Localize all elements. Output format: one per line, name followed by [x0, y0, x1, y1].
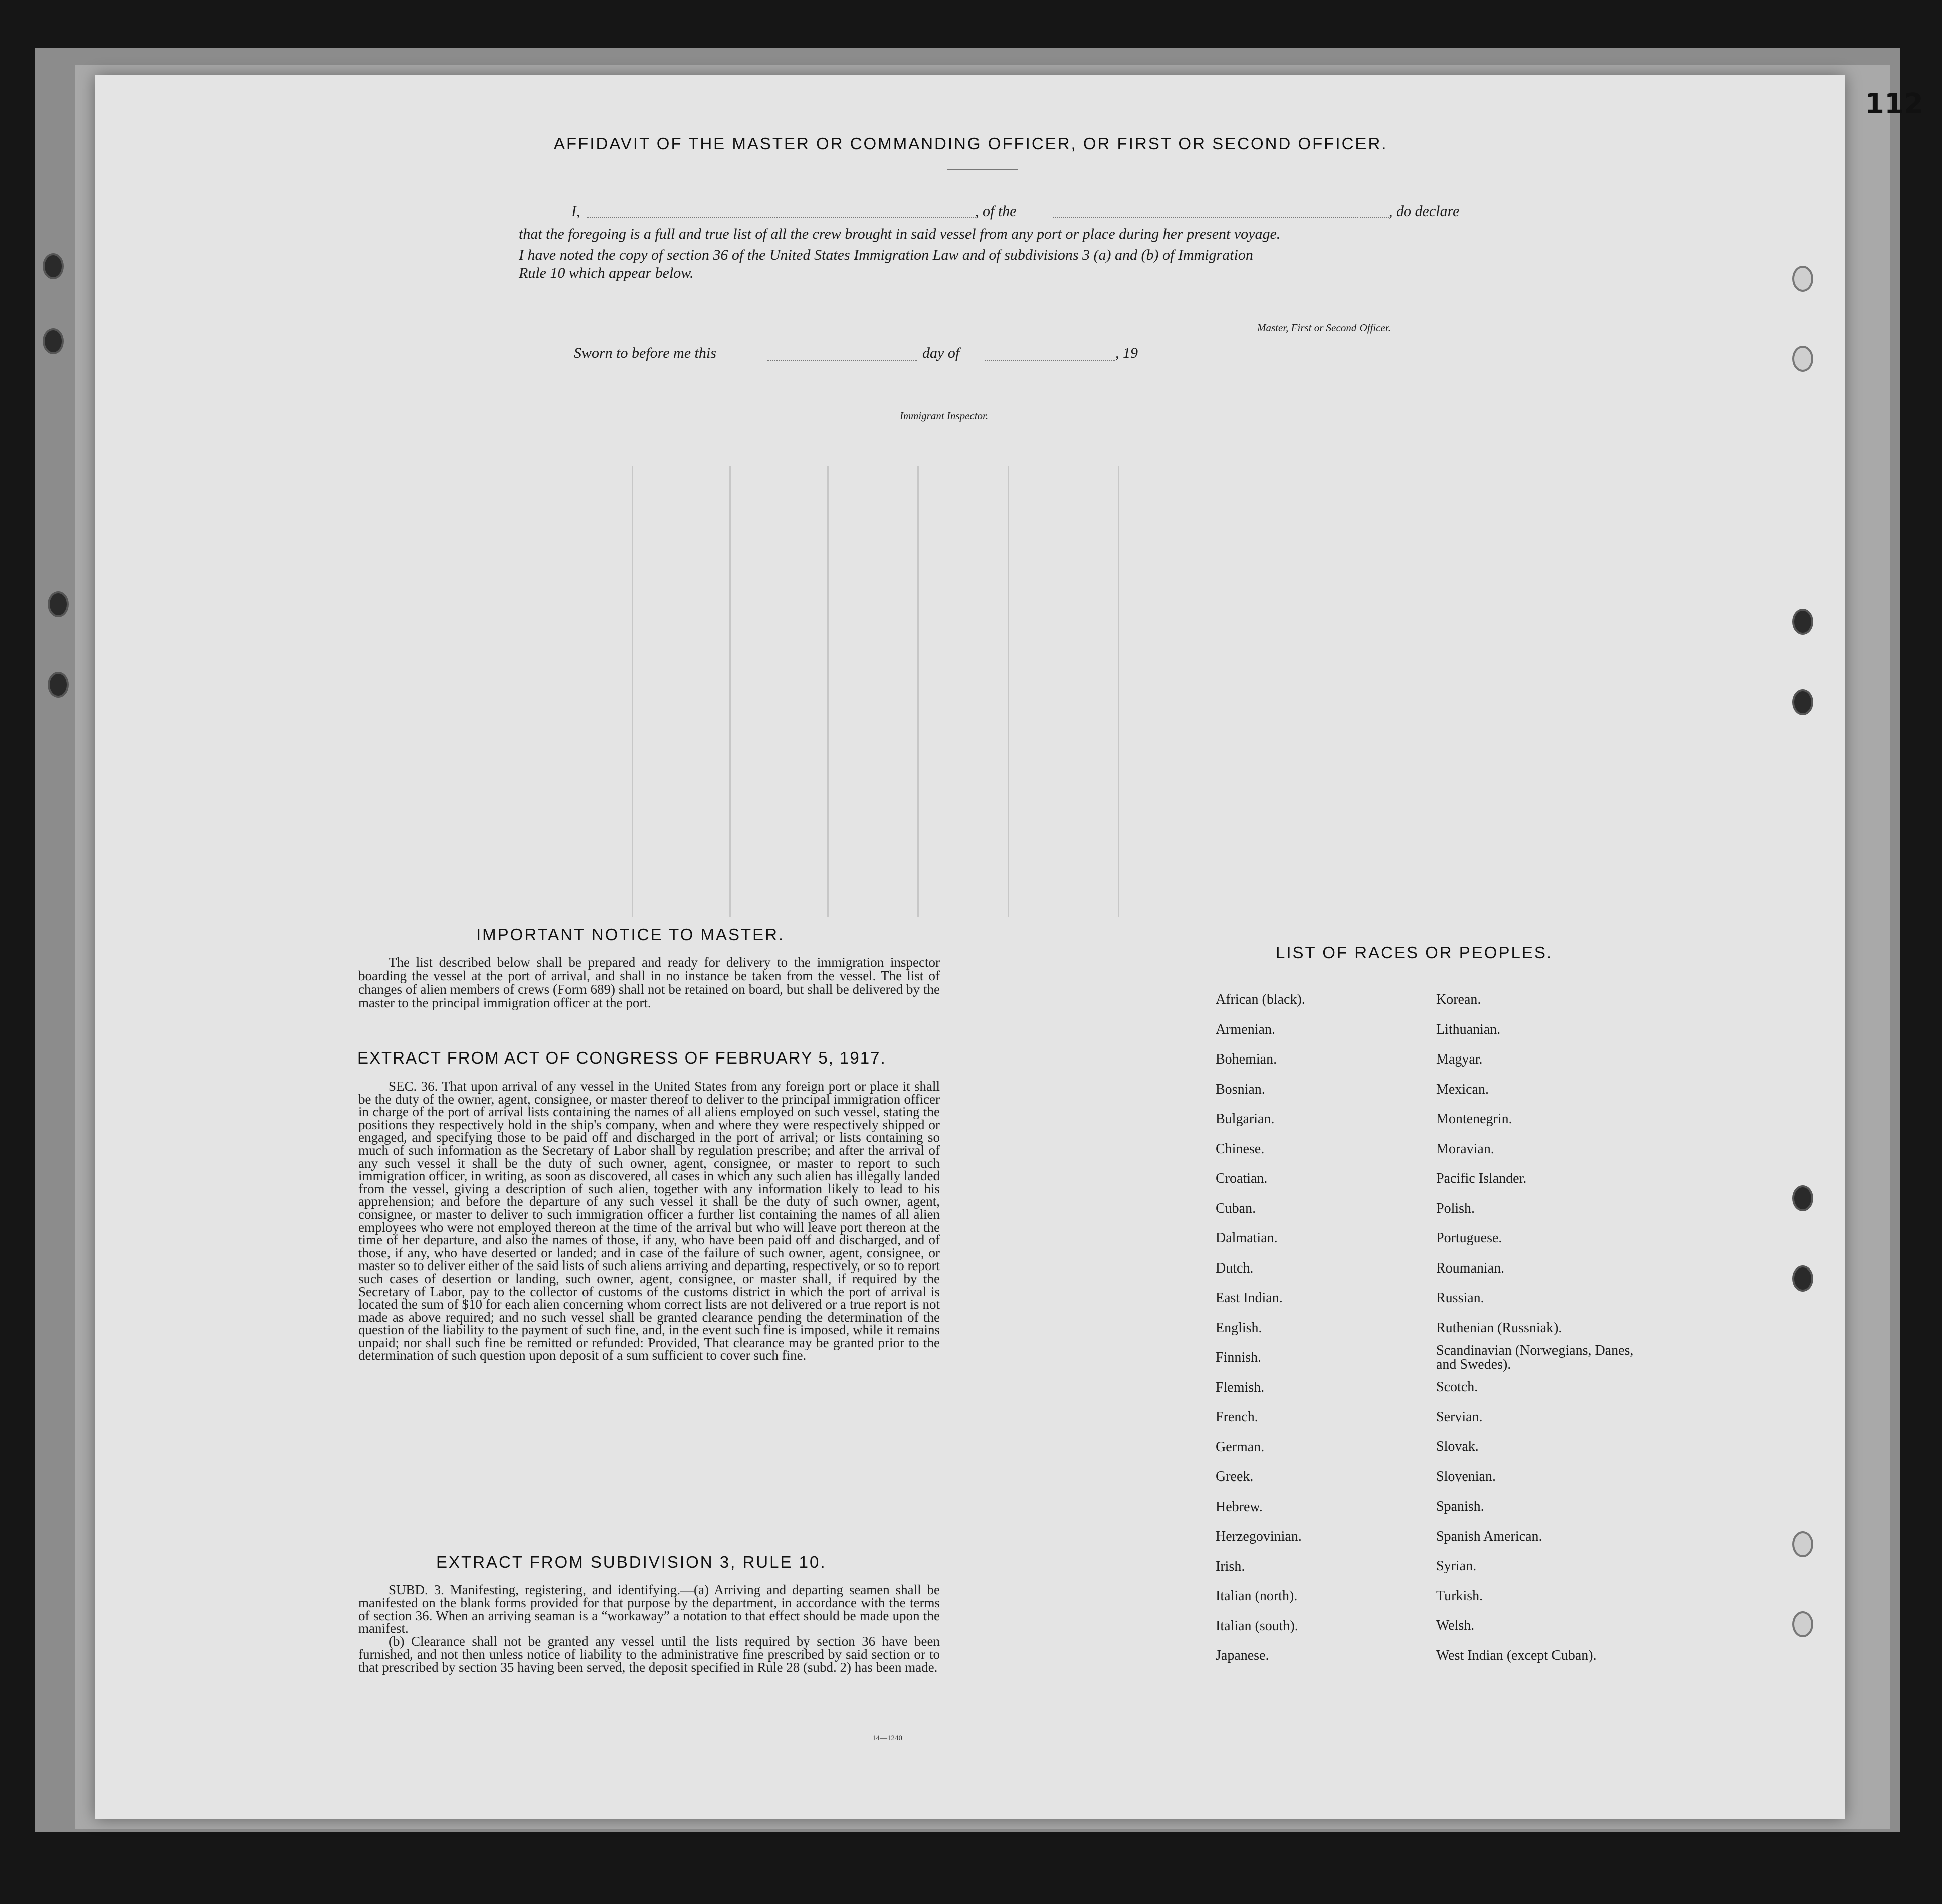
- race-item: Bulgarian.: [1216, 1111, 1275, 1127]
- punch-hole: [1792, 1611, 1813, 1637]
- column-rule: [1008, 466, 1009, 917]
- race-item: Servian.: [1436, 1409, 1483, 1425]
- race-item: African (black).: [1216, 992, 1305, 1007]
- race-item: English.: [1216, 1320, 1262, 1336]
- race-item: Greek.: [1216, 1469, 1254, 1485]
- race-item: Portuguese.: [1436, 1230, 1502, 1246]
- race-item: Turkish.: [1436, 1588, 1483, 1604]
- affidavit-line1-end: , do declare: [1389, 203, 1460, 220]
- extract-rule-title: EXTRACT FROM SUBDIVISION 3, RULE 10.: [436, 1553, 827, 1571]
- race-item: Bosnian.: [1216, 1081, 1265, 1097]
- column-rule: [827, 466, 829, 917]
- race-item: Ruthenian (Russniak).: [1436, 1320, 1562, 1336]
- punch-hole: [1792, 1265, 1813, 1292]
- race-item: Slovenian.: [1436, 1468, 1496, 1485]
- race-item: Lithuanian.: [1436, 1021, 1501, 1037]
- race-item: Slovak.: [1436, 1439, 1479, 1454]
- races-column-1: [1216, 985, 1305, 1671]
- sworn-year: , 19: [1115, 345, 1138, 361]
- race-item: Croatian.: [1216, 1171, 1268, 1186]
- affidavit-line4: Rule 10 which appear below.: [519, 265, 694, 281]
- race-item: French.: [1216, 1409, 1258, 1425]
- race-item: Pacific Islander.: [1436, 1171, 1527, 1186]
- race-item: Magyar.: [1436, 1051, 1483, 1067]
- race-item: Mexican.: [1436, 1081, 1489, 1097]
- sworn-start: Sworn to before me this: [574, 345, 716, 361]
- page-number-mark: 112: [1865, 88, 1923, 120]
- punch-hole: [1792, 1531, 1813, 1557]
- race-item: Bohemian.: [1216, 1051, 1277, 1067]
- race-item: Welsh.: [1436, 1618, 1475, 1633]
- notice-title: IMPORTANT NOTICE TO MASTER.: [476, 925, 785, 944]
- notice-body: The list described below shall be prepared and ready for delivery to the immigration inspector boarding the vessel at the port of arrival, and shall in no instance be taken from the vessel. The list of changes of alien members of crews (Form 689) shall not be retained on board, but shall be delivered by the master to the principal immigration officer at the port.: [358, 955, 940, 1010]
- affidavit-line2: that the foregoing is a full and true list of all the crew brought in said vessel from any port or place during her present voyage.: [519, 226, 1281, 242]
- race-item: Scandinavian (Norwegians, Danes, and Swedes).: [1436, 1343, 1634, 1372]
- punch-hole: [43, 328, 64, 354]
- vessel-blank: [1053, 217, 1389, 218]
- month-blank: [985, 360, 1115, 361]
- affidavit-line1-mid: , of the: [975, 203, 1017, 220]
- punch-hole: [1792, 1185, 1813, 1211]
- race-item: Italian (south).: [1216, 1618, 1298, 1634]
- race-item: West Indian (except Cuban).: [1436, 1647, 1597, 1663]
- race-item: Roumanian.: [1436, 1260, 1505, 1276]
- affidavit-title: AFFIDAVIT OF THE MASTER OR COMMANDING OFFICER, OR FIRST OR SECOND OFFICER.: [554, 134, 1388, 153]
- race-item: Spanish.: [1436, 1499, 1484, 1514]
- affidavit-line3: I have noted the copy of section 36 of the United States Immigration Law and of subdivisions 3 (a) and (b) of Immigration: [519, 247, 1253, 263]
- name-blank: [587, 217, 978, 218]
- race-item: East Indian.: [1216, 1290, 1283, 1306]
- punch-hole: [43, 253, 64, 279]
- column-rule: [729, 466, 731, 917]
- race-item: Flemish.: [1216, 1379, 1265, 1395]
- race-item: Cuban.: [1216, 1200, 1256, 1216]
- extract-rule-body: SUBD. 3. Manifesting, registering, and identifying.—(a) Arriving and departing seamen shall be manifested on the blank forms provided for that purpose by the department, in accordance with the terms of section 36. When an arriving seaman is a “workaway” a notation to that effect should be made upon the manifest. (b) Clearance shall not be granted any vessel until the lists required by section 36 have been furnished, and not then unless notice of liability to the administrative fine prescribed by said section or to that prescribed by section 35 having been served, the deposit specified in Rule 28 (subd. 2) has been made.: [358, 1582, 940, 1675]
- race-item: Japanese.: [1216, 1648, 1269, 1663]
- form-number: 14—1240: [872, 1734, 902, 1742]
- punch-hole: [48, 591, 69, 617]
- race-item: German.: [1216, 1439, 1265, 1455]
- race-item: Montenegrin.: [1436, 1111, 1512, 1127]
- race-item: Spanish American.: [1436, 1528, 1542, 1544]
- column-rule: [1118, 466, 1119, 917]
- master-signature-label: Master, First or Second Officer.: [1257, 322, 1391, 334]
- race-item: Syrian.: [1436, 1558, 1477, 1574]
- column-rule: [917, 466, 919, 917]
- race-item: Irish.: [1216, 1558, 1245, 1574]
- punch-hole: [1792, 346, 1813, 372]
- title-rule: [947, 169, 1018, 170]
- races-column-2: [1436, 985, 1642, 1670]
- race-item: Italian (north).: [1216, 1588, 1298, 1604]
- punch-hole: [48, 672, 69, 698]
- race-item: Herzegovinian.: [1216, 1529, 1302, 1544]
- races-title: LIST OF RACES OR PEOPLES.: [1276, 943, 1553, 962]
- race-item: Hebrew.: [1216, 1499, 1263, 1515]
- inspector-label: Immigrant Inspector.: [900, 410, 989, 422]
- punch-hole: [1792, 689, 1813, 715]
- affidavit-line1-start: I,: [571, 203, 580, 220]
- sworn-day: day of: [922, 345, 960, 361]
- race-item: Scotch.: [1436, 1379, 1478, 1395]
- race-item: Polish.: [1436, 1200, 1475, 1216]
- race-item: Moravian.: [1436, 1141, 1494, 1157]
- race-item: Finnish.: [1216, 1350, 1262, 1365]
- race-item: Dutch.: [1216, 1260, 1254, 1276]
- race-item: Armenian.: [1216, 1021, 1275, 1037]
- race-item: Dalmatian.: [1216, 1230, 1278, 1246]
- extract-act-body: SEC. 36. That upon arrival of any vessel in the United States from any foreign port or place it shall be the duty of the owner, agent, consignee, or master thereof to deliver to the principal immigration officer in charge of the port of arrival lists containing the names of all aliens employed on such vessel, stating the positions they respectively hold in the ship's company, when and where they were respectively shipped or engaged, and specifying those to be paid off and discharged in the port of arrival; or lists containing so much of such information as the Secretary of Labor shall by regulation prescribe; and after the arrival of any such vessel it shall be the duty of such owner, agent, consignee, or master to report to such immigration officer, in writing, as soon as discovered, all cases in which any such alien has illegally landed from the vessel, giving a description of such alien, together with any information likely to lead to his apprehension; and before the departure of any such vessel it shall be the duty of such owner, agent, consignee, or master to deliver to such immigration officer a further list containing the names of all alien employees who were not employed thereon at the time of the arrival but who will leave port thereon at the time of her departure, and also the names of those, if any, who have been paid off and discharged, and of those, if any, who have deserted or landed; and in case of the failure of such owner, agent, consignee, or master so to deliver either of the said lists of such aliens arriving and departing, respectively, or so to report such cases of desertion or landing, such owner, agent, consignee, or master shall, if required by the Secretary of Labor, pay to the collector of customs of the customs district in which the port of arrival is located the sum of $10 for each alien concerning whom correct lists are not delivered or a true report is not made as above required; and no such vessel shall be granted clearance pending the determination of the question of the liability to the payment of such fine, and, in the event such fine is imposed, while it remains unpaid; nor shall such fine be remitted or refunded: Provided, That clearance may be granted prior to the determination of such question upon deposit of a sum sufficient to cover such fine.: [358, 1079, 940, 1363]
- race-item: Chinese.: [1216, 1141, 1265, 1157]
- day-blank: [767, 360, 917, 361]
- punch-hole: [1792, 266, 1813, 292]
- punch-hole: [1792, 609, 1813, 635]
- race-item: Korean.: [1436, 992, 1481, 1007]
- race-item: Russian.: [1436, 1290, 1484, 1306]
- column-rule: [632, 466, 633, 917]
- extract-act-title: EXTRACT FROM ACT OF CONGRESS OF FEBRUARY 5, 1917.: [357, 1048, 886, 1067]
